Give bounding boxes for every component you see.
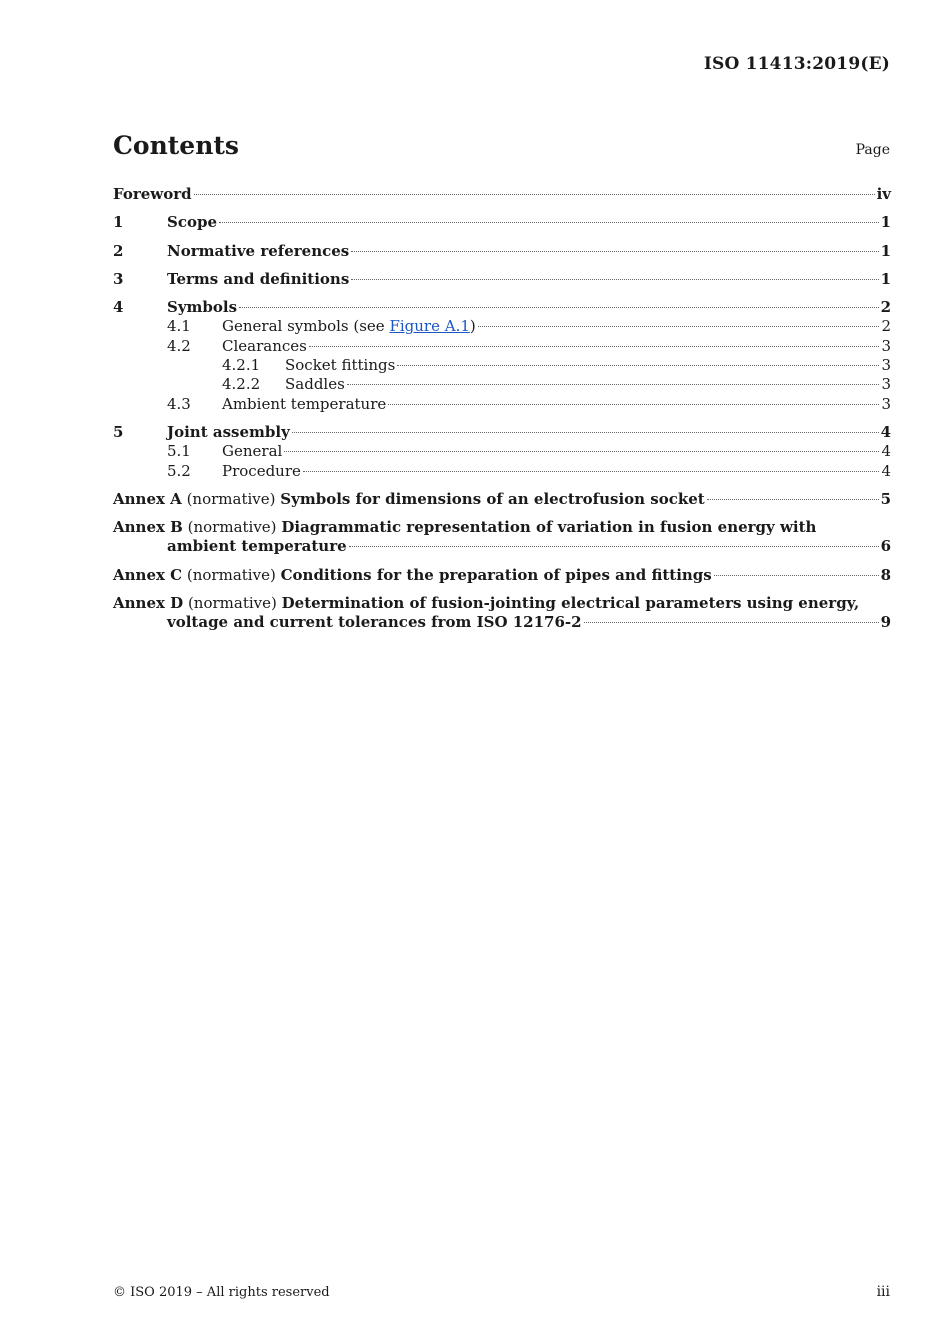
toc-title: Normative references — [167, 241, 350, 260]
dot-leader — [349, 546, 879, 547]
toc-entry-4-1[interactable] — [113, 317, 891, 336]
annex-title-line-1: Diagrammatic representation of variation in fusion energy with — [281, 518, 817, 537]
annex-kind: (normative) — [186, 489, 276, 508]
toc-page: 3 — [881, 394, 891, 413]
contents-heading: Contents — [113, 131, 240, 160]
toc-entry-foreword[interactable] — [113, 185, 891, 204]
dot-leader — [351, 279, 878, 280]
toc-title: Clearances — [222, 336, 307, 355]
annex-kind: (normative) — [187, 518, 277, 537]
page-number: iii — [876, 1284, 890, 1300]
toc-page: 8 — [880, 565, 891, 584]
toc-title: Foreword — [113, 185, 192, 203]
document-id: ISO 11413:2019(E) — [703, 54, 890, 74]
toc-title: Saddles — [285, 375, 345, 394]
toc-page: 1 — [880, 241, 891, 260]
dot-leader — [584, 622, 879, 623]
toc-page: 6 — [880, 537, 891, 556]
toc-number: 4.2.1 — [222, 356, 261, 375]
annex-title-line-2: ambient temperature — [167, 537, 347, 556]
dot-leader — [351, 251, 878, 252]
toc-entry-4-2-1[interactable] — [113, 356, 891, 375]
toc-page: 2 — [881, 317, 891, 336]
annex-title: Symbols for dimensions of an electrofusion socket — [280, 489, 705, 508]
toc-title-line-2 — [113, 613, 891, 632]
annex-title: Conditions for the preparation of pipes and fittings — [280, 565, 712, 584]
dot-leader — [397, 365, 879, 366]
annex-label: Annex A — [113, 489, 182, 508]
annex-label: Annex D — [113, 594, 184, 613]
toc-title: Procedure — [222, 461, 301, 480]
annex-title-line-2: voltage and current tolerances from ISO 12176-2 — [167, 613, 582, 632]
toc-title — [113, 490, 705, 509]
annex-kind: (normative) — [186, 565, 276, 584]
dot-leader — [284, 451, 879, 452]
dot-leader — [292, 432, 879, 433]
toc-entry-annex-d[interactable] — [113, 594, 891, 633]
toc-page: 2 — [880, 298, 891, 317]
annex-label: Annex C — [113, 565, 183, 584]
dot-leader — [714, 575, 879, 576]
toc-number: 4.1 — [167, 317, 191, 336]
dot-leader — [347, 384, 880, 385]
toc-number: 5 — [113, 422, 124, 441]
annex-label: Annex B — [113, 518, 183, 537]
page-column-label: Page — [855, 142, 890, 158]
toc-entry-4-3[interactable] — [113, 395, 891, 414]
dot-leader — [239, 307, 879, 308]
dot-leader — [388, 404, 879, 405]
toc-title: Terms and definitions — [167, 269, 350, 288]
toc-title — [113, 566, 712, 585]
toc-title: Symbols — [167, 298, 238, 317]
toc-entry-3[interactable] — [113, 270, 891, 289]
annex-kind: (normative) — [187, 594, 277, 613]
dot-leader — [478, 326, 880, 327]
toc-page: 1 — [880, 213, 891, 232]
dot-leader — [309, 346, 880, 347]
toc-title: Ambient temperature — [222, 394, 387, 413]
toc-page: 3 — [881, 375, 891, 394]
toc-entry-5[interactable] — [113, 423, 891, 442]
toc-number: 4.2 — [167, 336, 191, 355]
toc-number: 4.2.2 — [222, 375, 261, 394]
toc-title: Joint assembly — [167, 422, 290, 441]
toc-entry-1[interactable] — [113, 213, 891, 232]
table-of-contents — [113, 185, 891, 633]
toc-number: 1 — [113, 213, 124, 232]
toc-title: General — [222, 442, 283, 461]
toc-number: 4 — [113, 298, 124, 317]
toc-number: 5.1 — [167, 442, 191, 461]
toc-title-line-2 — [113, 537, 891, 556]
toc-page: 4 — [881, 442, 891, 461]
copyright-notice: © ISO 2019 – All rights reserved — [113, 1285, 330, 1300]
toc-title-line-1 — [113, 518, 891, 537]
dot-leader — [194, 194, 875, 195]
toc-page: 9 — [880, 613, 891, 632]
dot-leader — [219, 222, 879, 223]
toc-title: Socket fittings — [285, 356, 396, 375]
toc-page: 5 — [880, 489, 891, 508]
toc-number: 4.3 — [167, 394, 191, 413]
toc-entry-4[interactable] — [113, 298, 891, 317]
toc-entry-annex-a[interactable] — [113, 490, 891, 509]
toc-number: 2 — [113, 241, 124, 260]
annex-title-line-1: Determination of fusion-jointing electrical parameters using energy, — [281, 594, 860, 613]
toc-entry-annex-c[interactable] — [113, 566, 891, 585]
toc-page: 3 — [881, 336, 891, 355]
toc-entry-5-2[interactable] — [113, 462, 891, 481]
toc-entry-4-2[interactable] — [113, 337, 891, 356]
toc-title: General symbols (see Figure A.1) — [222, 317, 476, 336]
toc-entry-2[interactable] — [113, 242, 891, 261]
toc-number: 3 — [113, 269, 124, 288]
dot-leader — [303, 471, 880, 472]
toc-page: 1 — [880, 269, 891, 288]
toc-entry-annex-b[interactable] — [113, 518, 891, 557]
figure-a1-link[interactable]: Figure A.1 — [389, 317, 470, 336]
toc-entry-4-2-2[interactable] — [113, 375, 891, 394]
toc-page: iv — [876, 185, 891, 203]
dot-leader — [707, 499, 879, 500]
toc-title: Scope — [167, 213, 218, 232]
toc-page: 3 — [881, 356, 891, 375]
toc-number: 5.2 — [167, 461, 191, 480]
toc-entry-5-1[interactable] — [113, 442, 891, 461]
toc-page: 4 — [880, 422, 891, 441]
toc-title-line-1 — [113, 594, 891, 613]
toc-page: 4 — [881, 461, 891, 480]
